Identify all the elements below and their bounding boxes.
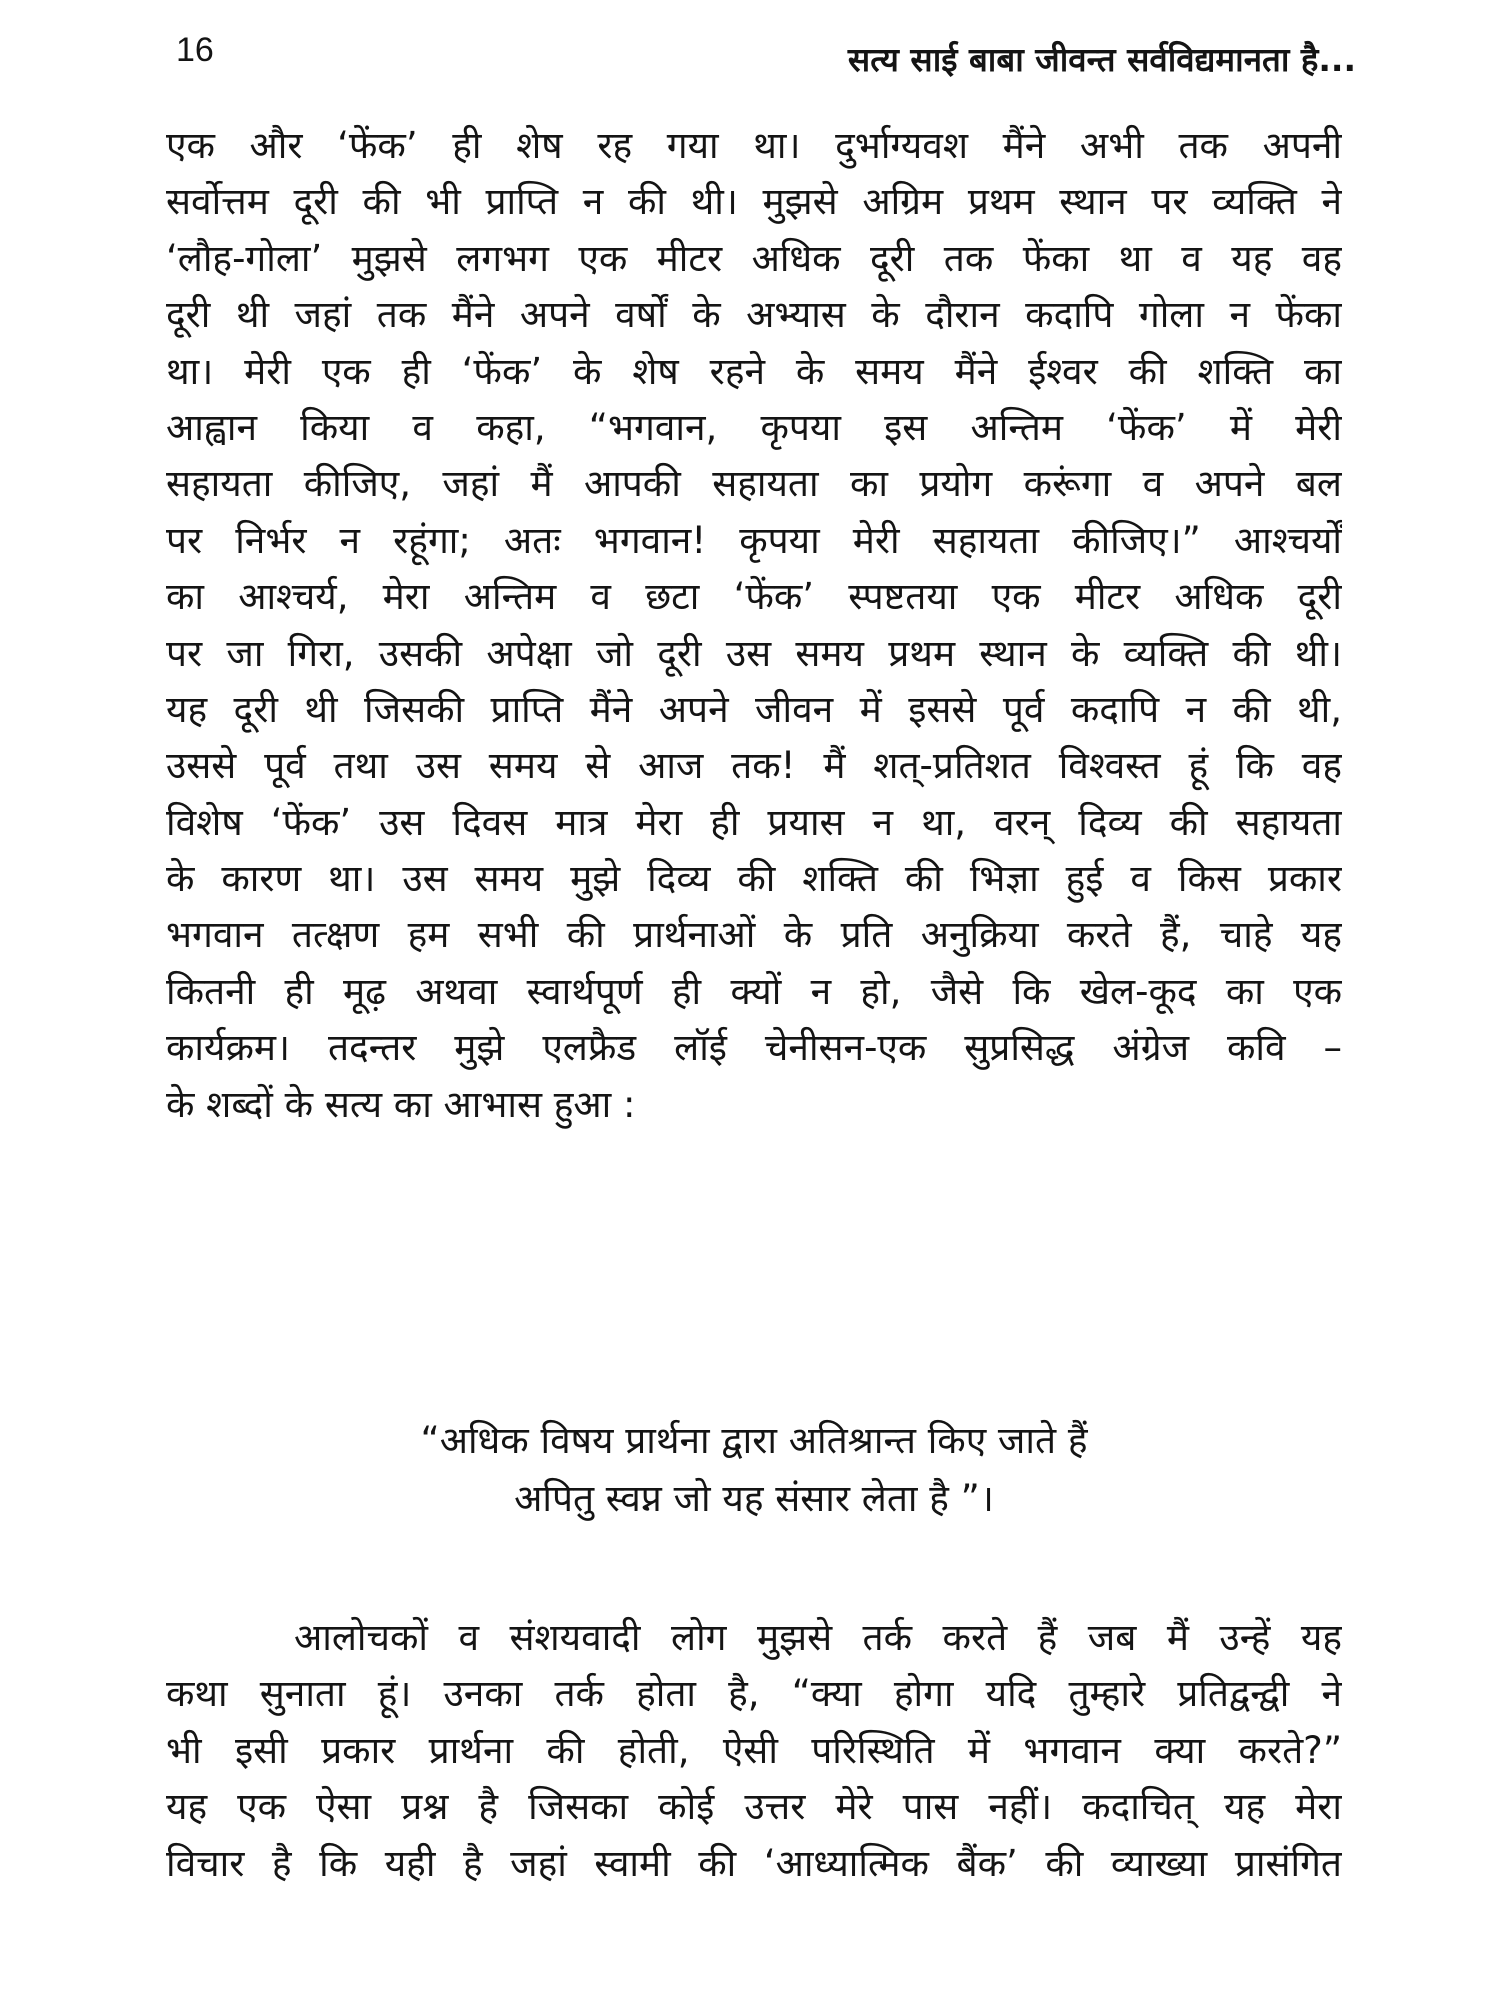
text-line: पर जा गिरा, उसकी अपेक्षा जो दूरी उस समय प्रथम स्थान के व्यक्ति की थी। (166, 631, 1342, 675)
paragraph-1 (166, 118, 1342, 1133)
text-line: के शब्दों के सत्य का आभास हुआ : (166, 1082, 636, 1126)
text-line: कथा सुनाता हूं। उनका तर्क होता है, “क्या होगा यदि तुम्हारे प्रतिद्वन्द्वी ने (166, 1672, 1342, 1716)
text-line: विशेष ‘फेंक’ उस दिवस मात्र मेरा ही प्रयास न था, वरन् दिव्य की सहायता (166, 800, 1342, 844)
text-line: कार्यक्रम। तदन्तर मुझे एलफ्रैड लॉई चेनीसन-एक सुप्रसिद्ध अंग्रेज कवि – (166, 1026, 1342, 1070)
text-line: आह्वान किया व कहा, “भगवान, कृपया इस अन्तिम ‘फेंक’ में मेरी (166, 405, 1342, 449)
text-line: भी इसी प्रकार प्रार्थना की होती, ऐसी परिस्थिति में भगवान क्या करते?” (166, 1728, 1342, 1772)
text-line: आलोचकों व संशयवादी लोग मुझसे तर्क करते हैं जब मैं उन्हें यह (294, 1616, 1342, 1659)
text-line: के कारण था। उस समय मुझे दिव्य की शक्ति की भिज्ञा हुई व किस प्रकार (166, 857, 1342, 901)
text-line: एक और ‘फेंक’ ही शेष रह गया था। दुर्भाग्यवश मैंने अभी तक अपनी (166, 124, 1342, 167)
text-line: यह दूरी थी जिसकी प्राप्ति मैंने अपने जीवन में इससे पूर्व कदापि न की थी, (166, 687, 1342, 731)
verse-line: अपितु स्वप्न जो यह संसार लेता है ”। (514, 1477, 994, 1520)
text-line: था। मेरी एक ही ‘फेंक’ के शेष रहने के समय मैंने ईश्वर की शक्ति का (166, 349, 1342, 393)
verse-line: “अधिक विषय प्रार्थना द्वारा अतिश्रान्त किए जाते हैं (420, 1419, 1088, 1462)
text-line: दूरी थी जहां तक मैंने अपने वर्षों के अभ्यास के दौरान कदापि गोला न फेंका (166, 293, 1342, 337)
text-line: कितनी ही मूढ़ अथवा स्वार्थपूर्ण ही क्यों न हो, जैसे कि खेल-कूद का एक (166, 969, 1342, 1013)
paragraph-2 (166, 1610, 1342, 1892)
text-line: उससे पूर्व तथा उस समय से आज तक! मैं शत्-प्रतिशत विश्वस्त हूं कि वह (166, 744, 1342, 788)
text-line: सहायता कीजिए, जहां मैं आपकी सहायता का प्रयोग करूंगा व अपने बल (166, 462, 1342, 506)
text-line: विचार है कि यही है जहां स्वामी की ‘आध्यात्मिक बैंक’ की व्याख्या प्रासंगित (166, 1841, 1342, 1885)
text-line: भगवान तत्क्षण हम सभी की प्रार्थनाओं के प्रति अनुक्रिया करते हैं, चाहे यह (166, 913, 1342, 957)
quoted-verse (166, 1412, 1342, 1528)
text-line: ‘लौह-गोला’ मुझसे लगभग एक मीटर अधिक दूरी तक फेंका था व यह वह (166, 236, 1342, 280)
running-head: सत्य साई बाबा जीवन्त सर्वविद्यमानता है... (847, 40, 1356, 79)
text-line: यह एक ऐसा प्रश्न है जिसका कोई उत्तर मेरे पास नहीं। कदाचित् यह मेरा (166, 1785, 1342, 1829)
page-number: 16 (176, 31, 214, 69)
text-line: सर्वोत्तम दूरी की भी प्राप्ति न की थी। मुझसे अग्रिम प्रथम स्थान पर व्यक्ति ने (166, 180, 1342, 224)
text-line: का आश्चर्य, मेरा अन्तिम व छटा ‘फेंक’ स्पष्टतया एक मीटर अधिक दूरी (166, 575, 1342, 619)
text-line: पर निर्भर न रहूंगा; अतः भगवान! कृपया मेरी सहायता कीजिए।” आश्चर्यों (166, 518, 1342, 562)
